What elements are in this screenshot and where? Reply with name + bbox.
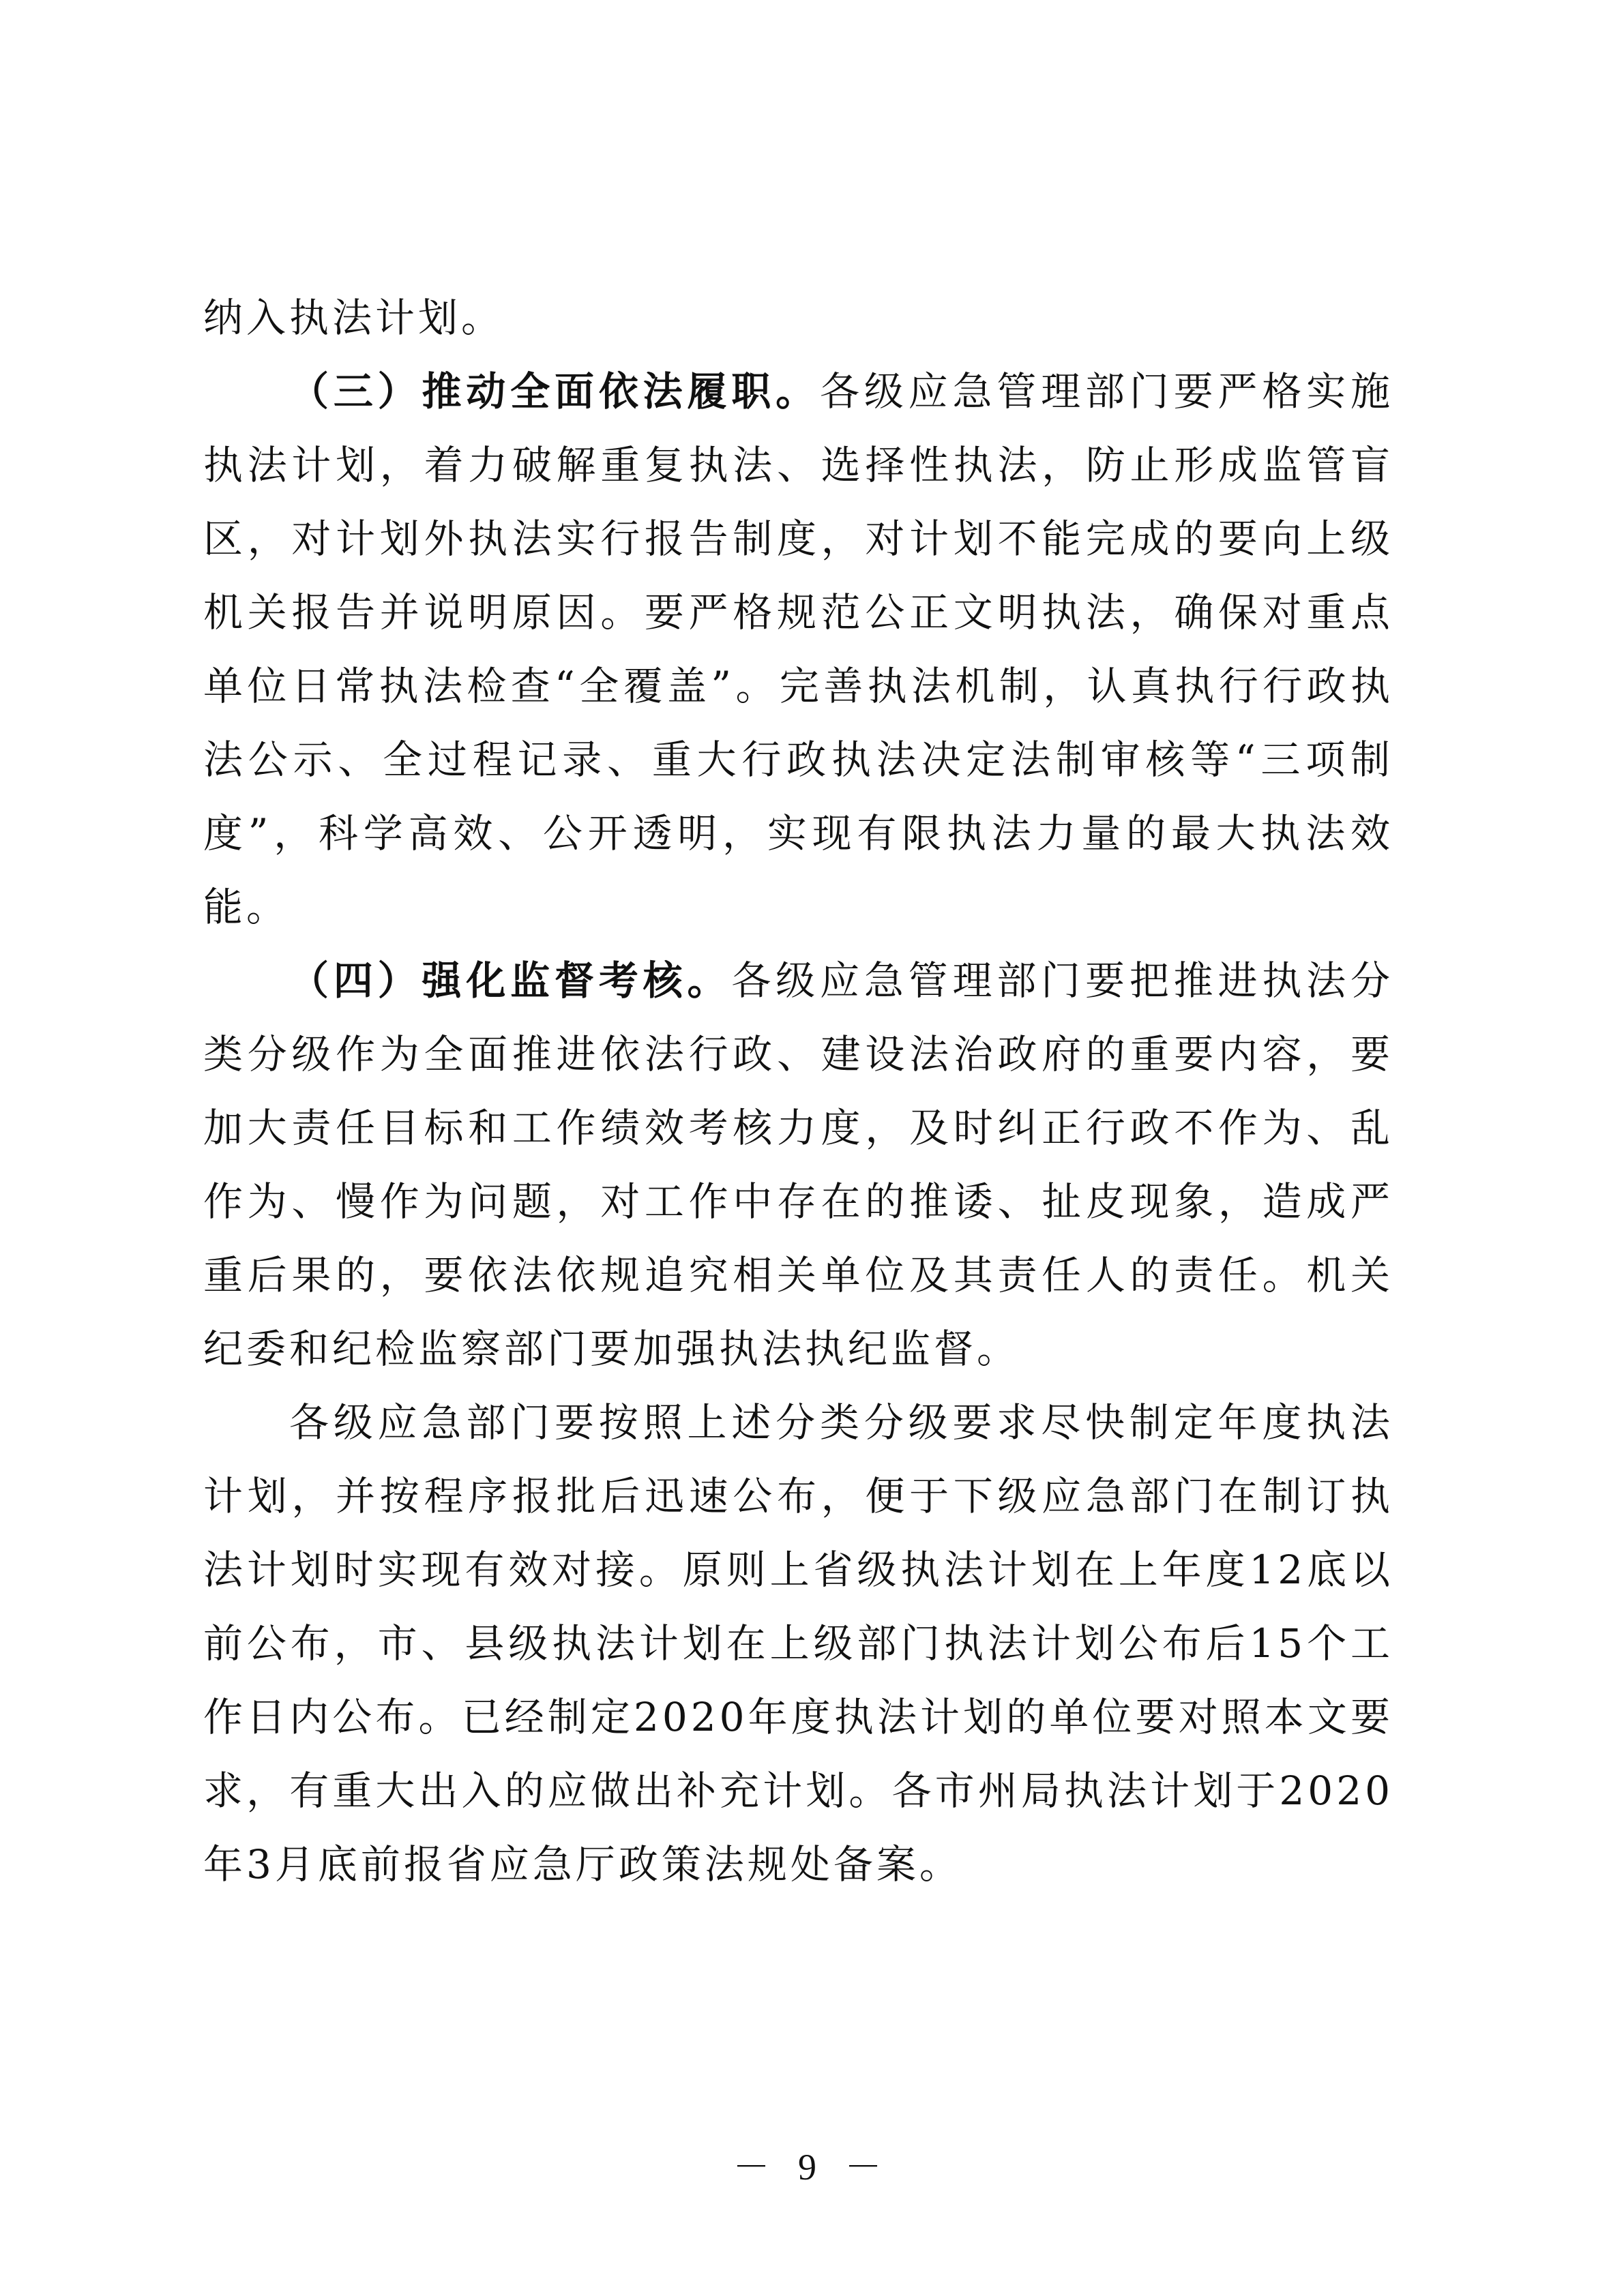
paragraph-section-three [203, 355, 1393, 944]
paragraph-text: 纳入执法计划。 [203, 295, 505, 341]
paragraph-text: 各级应急部门要按照上述分类分级要求尽快制定年度执法计划，并按程序报批后迅速公布，便于下级应急部门在制订执法计划时实现有效对接。原则上省级执法计划在上年度12底以前公布，市、县级执法计划在上级部门执法计划公布后15个工作日内公布。已经制定2020年度执法计划的单位要对照本文要求，有重大出入的应做出补充计划。各市州局执法计划于2020年3月底前报省应急厅政策法规处备案。 [203, 1399, 1393, 1888]
section-heading: （四）强化监督考核。 [289, 957, 732, 1004]
paragraph-section-four [203, 944, 1393, 1386]
section-heading: （三）推动全面依法履职。 [289, 368, 820, 415]
paragraph-text: 各级应急管理部门要严格实施执法计划，着力破解重复执法、选择性执法，防止形成监管盲区，对计划外执法实行报告制度，对计划不能完成的要向上级机关报告并说明原因。要严格规范公正文明执法，确保对重点单位日常执法检查“全覆盖”。完善执法机制，认真执行行政执法公示、全过程记录、重大行政执法决定法制审核等“三项制度”，科学高效、公开透明，实现有限执法力量的最大执法效能。 [203, 368, 1393, 930]
page-number: － 9 － [733, 2147, 891, 2188]
paragraph-continuation [203, 281, 1393, 355]
document-body [203, 281, 1393, 1901]
paragraph-text: 各级应急管理部门要把推进执法分类分级作为全面推进依法行政、建设法治政府的重要内容，要加大责任目标和工作绩效考核力度，及时纠正行政不作为、乱作为、慢作为问题，对工作中存在的推诿、扯皮现象，造成严重后果的，要依法依规追究相关单位及其责任人的责任。机关纪委和纪检监察部门要加强执法执纪监督。 [203, 957, 1393, 1372]
paragraph-closing [203, 1386, 1393, 1901]
